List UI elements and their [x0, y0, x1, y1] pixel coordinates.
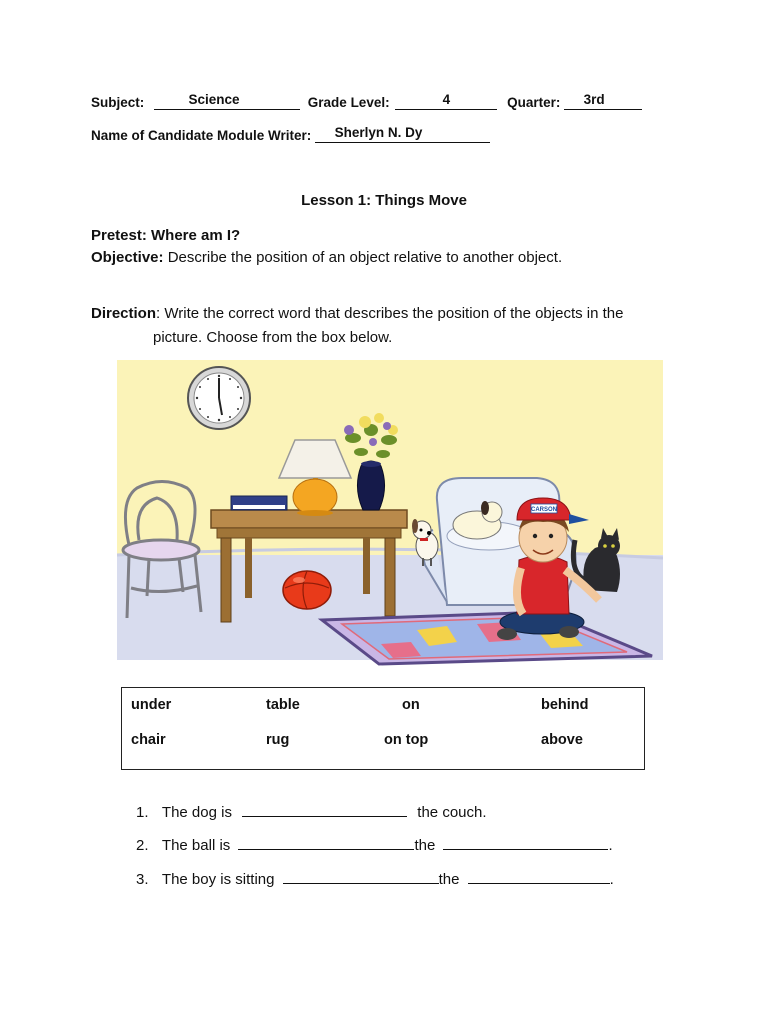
answer-blank-2b[interactable]	[443, 837, 608, 850]
question-3	[136, 871, 614, 888]
quarter-field	[564, 94, 642, 110]
clock-icon	[188, 367, 250, 429]
grade-value: 4	[442, 92, 451, 107]
word-box	[121, 687, 645, 770]
ball-icon	[283, 571, 331, 609]
question-number: 2.	[136, 837, 149, 854]
cap-text: CARSON	[530, 507, 558, 513]
quarter-value: 3rd	[583, 92, 605, 107]
word-rug: rug	[266, 732, 290, 748]
question-text-b: the	[414, 837, 436, 854]
quarter-label: Quarter:	[507, 95, 561, 110]
objective	[91, 249, 562, 266]
subject-value: Science	[188, 92, 240, 107]
question-text-a: The dog is	[161, 804, 232, 821]
word-table: table	[266, 697, 300, 713]
word-on: on	[402, 697, 420, 713]
header-row-2	[91, 127, 490, 143]
direction-text-1: : Write the correct word that describes the position of the objects in the	[156, 305, 624, 322]
question-text-b: the couch.	[417, 804, 487, 821]
word-chair: chair	[131, 732, 166, 748]
lesson-title: Lesson 1: Things Move	[301, 192, 467, 209]
grade-label: Grade Level:	[307, 95, 390, 110]
pretest-heading: Pretest: Where am I?	[91, 227, 241, 244]
answer-blank-3b[interactable]	[468, 871, 610, 884]
header-row-1	[91, 94, 651, 110]
question-text-c: .	[609, 871, 614, 888]
word-behind: behind	[541, 697, 589, 713]
question-2	[136, 837, 613, 854]
objective-label: Objective:	[91, 249, 164, 266]
question-text-a: The ball is	[161, 837, 231, 854]
subject-field	[154, 94, 300, 110]
question-text-a: The boy is sitting	[161, 871, 275, 888]
writer-label: Name of Candidate Module Writer:	[91, 128, 312, 143]
word-above: above	[541, 732, 583, 748]
direction-label: Direction	[91, 305, 157, 322]
direction-text-2: picture. Choose from the box below.	[153, 329, 393, 346]
word-on-top: on top	[384, 732, 429, 748]
writer-value: Sherlyn N. Dy	[334, 125, 423, 140]
question-number: 1.	[136, 804, 149, 821]
objective-text: Describe the position of an object relative to another object.	[167, 249, 563, 266]
grade-field	[395, 94, 497, 110]
answer-blank-1[interactable]	[242, 804, 407, 817]
word-under: under	[131, 697, 172, 713]
question-1	[136, 804, 487, 821]
answer-blank-2a[interactable]	[238, 837, 414, 850]
room-illustration	[117, 360, 663, 680]
subject-label: Subject:	[91, 95, 145, 110]
book-icon	[231, 496, 287, 510]
writer-field	[315, 127, 490, 143]
answer-blank-3a[interactable]	[283, 871, 439, 884]
question-text-c: .	[608, 837, 613, 854]
question-number: 3.	[136, 871, 149, 888]
question-text-b: the	[438, 871, 460, 888]
direction	[91, 305, 623, 322]
